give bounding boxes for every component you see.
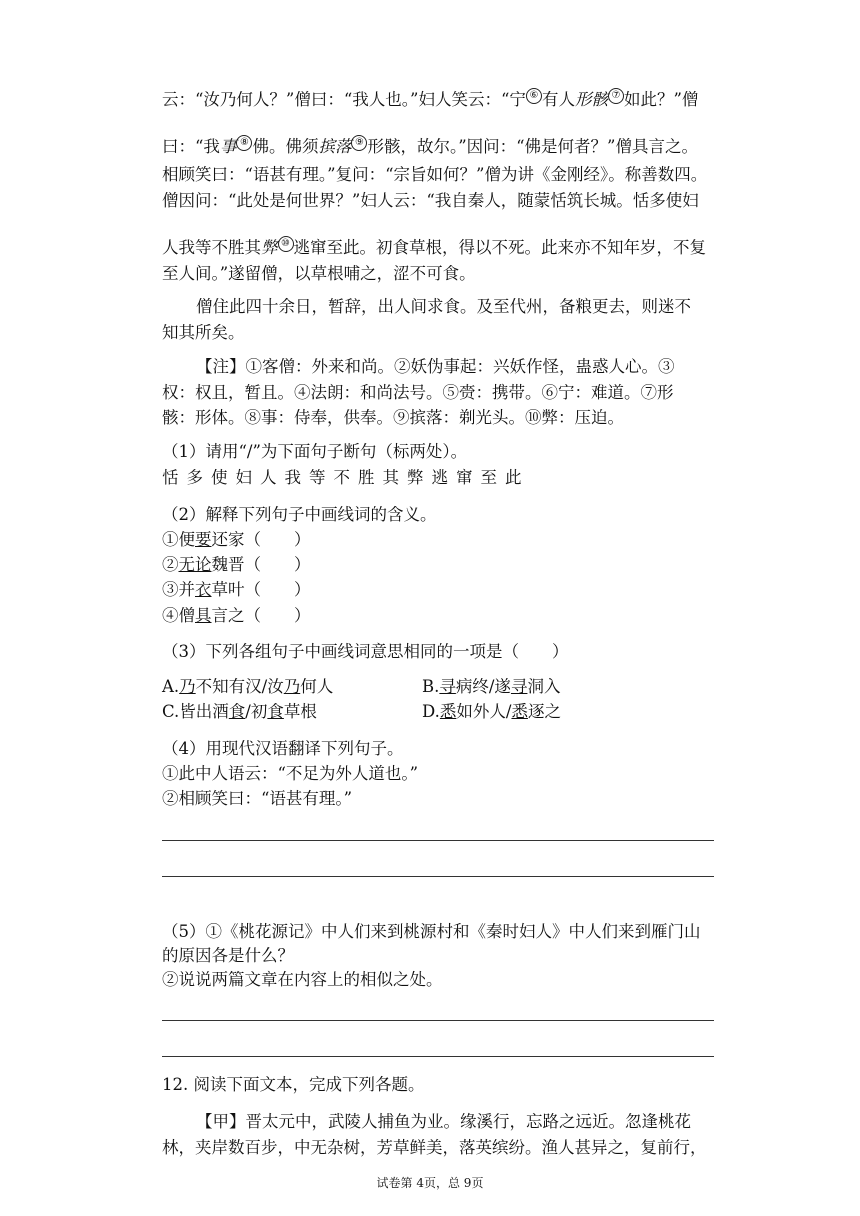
q2-item-4: ④僧具言之（ ） xyxy=(162,606,311,625)
q4-answer-line-2[interactable] xyxy=(162,876,714,877)
q12-passage-line-1: 【甲】晋太元中，武陵人捕鱼为业。缘溪行，忘路之远近。忽逢桃花 xyxy=(196,1112,691,1131)
notes-line-3: 骸：形体。⑧事：侍奉，供奉。⑨摈落：剃光头。⑩弊：压迫。 xyxy=(162,408,624,427)
q3-option-d: D.悉如外人/悉逐之 xyxy=(422,702,561,721)
passage-line-3: 相顾笑曰：“语甚有理。”复问：“宗旨如何？”僧为讲《金刚经》。称善数四。 xyxy=(162,165,708,184)
passage-line-6: 至人间。”遂留僧，以草根哺之，涩不可食。 xyxy=(162,264,476,283)
q5-line-2: 的原因各是什么？ xyxy=(162,946,294,965)
q2-item-3: ③并衣草叶（ ） xyxy=(162,580,311,599)
passage-para2-line1: 僧住此四十余日，暂辞，出人间求食。及至代州，备粮更去，则迷不 xyxy=(196,297,691,316)
q5-line-1: （5）①《桃花源记》中人们来到桃源村和《秦时妇人》中人们来到雁门山 xyxy=(162,922,701,941)
q3-option-a: A.乃不知有汉/汝乃何人 xyxy=(162,677,334,696)
q2-item-1: ①便要还家（ ） xyxy=(162,530,311,549)
passage-line-2: 曰：“我事 ⑧ 佛。佛须摈落 ⑨ 形骸，故尔。”因问：“佛是何者？”僧具言之。 xyxy=(162,137,698,156)
q5-answer-line-2[interactable] xyxy=(162,1056,714,1057)
q5-line-3: ②说说两篇文章在内容上的相似之处。 xyxy=(162,970,443,989)
q5-answer-line-1[interactable] xyxy=(162,1020,714,1021)
passage-line-4: 僧因问：“此处是何世界？”妇人云：“我自秦人，随蒙恬筑长城。恬多使妇 xyxy=(162,191,699,210)
notes-line-2: 权：权且，暂且。④法朗：和尚法号。⑤赍：携带。⑥宁：难道。⑦形 xyxy=(162,383,674,402)
q3-option-b: B.寻病终/遂寻洞入 xyxy=(422,677,561,696)
page-footer: 试卷第 4页，总 9页 xyxy=(376,1176,484,1190)
notes-line-1: 【注】①客僧：外来和尚。②妖伪事起：兴妖作怪，蛊惑人心。③ xyxy=(196,357,675,376)
q2-item-2: ②无论魏晋（ ） xyxy=(162,555,311,574)
q3-option-c: C.皆出酒食/初食草根 xyxy=(162,702,317,721)
q1-sentence: 恬多使妇人我等不胜其弊逃窜至此 xyxy=(162,468,530,487)
q2-prompt: （2）解释下列句子中画线词的含义。 xyxy=(162,505,437,524)
q3-prompt: （3）下列各组句子中画线词意思相同的一项是（ ） xyxy=(162,642,569,661)
passage-line-1: 云：“汝乃何人？”僧曰：“我人也。”妇人笑云：“宁 ⑥ 有人形骸 ⑦ 如此？”僧 xyxy=(162,90,699,109)
q12-passage-line-2: 林，夹岸数百步，中无杂树，芳草鲜美，落英缤纷。渔人甚异之，复前行， xyxy=(162,1138,707,1157)
q4-sentence-1: ①此中人语云：“不足为外人道也。” xyxy=(162,764,419,783)
passage-para2-line2: 知其所矣。 xyxy=(162,323,245,342)
q4-answer-line-1[interactable] xyxy=(162,840,714,841)
q12-title: 12. 阅读下面文本，完成下列各题。 xyxy=(162,1075,425,1094)
q1-prompt: （1）请用“/”为下面句子断句（标两处）。 xyxy=(162,442,468,461)
passage-line-5: 人我等不胜其弊 ⑩ 逃窜至此。初食草根，得以不死。此来亦不知年岁，不复 xyxy=(162,238,706,257)
q4-sentence-2: ②相顾笑曰：“语甚有理。” xyxy=(162,789,353,808)
q4-prompt: （4）用现代汉语翻译下列句子。 xyxy=(162,739,404,758)
